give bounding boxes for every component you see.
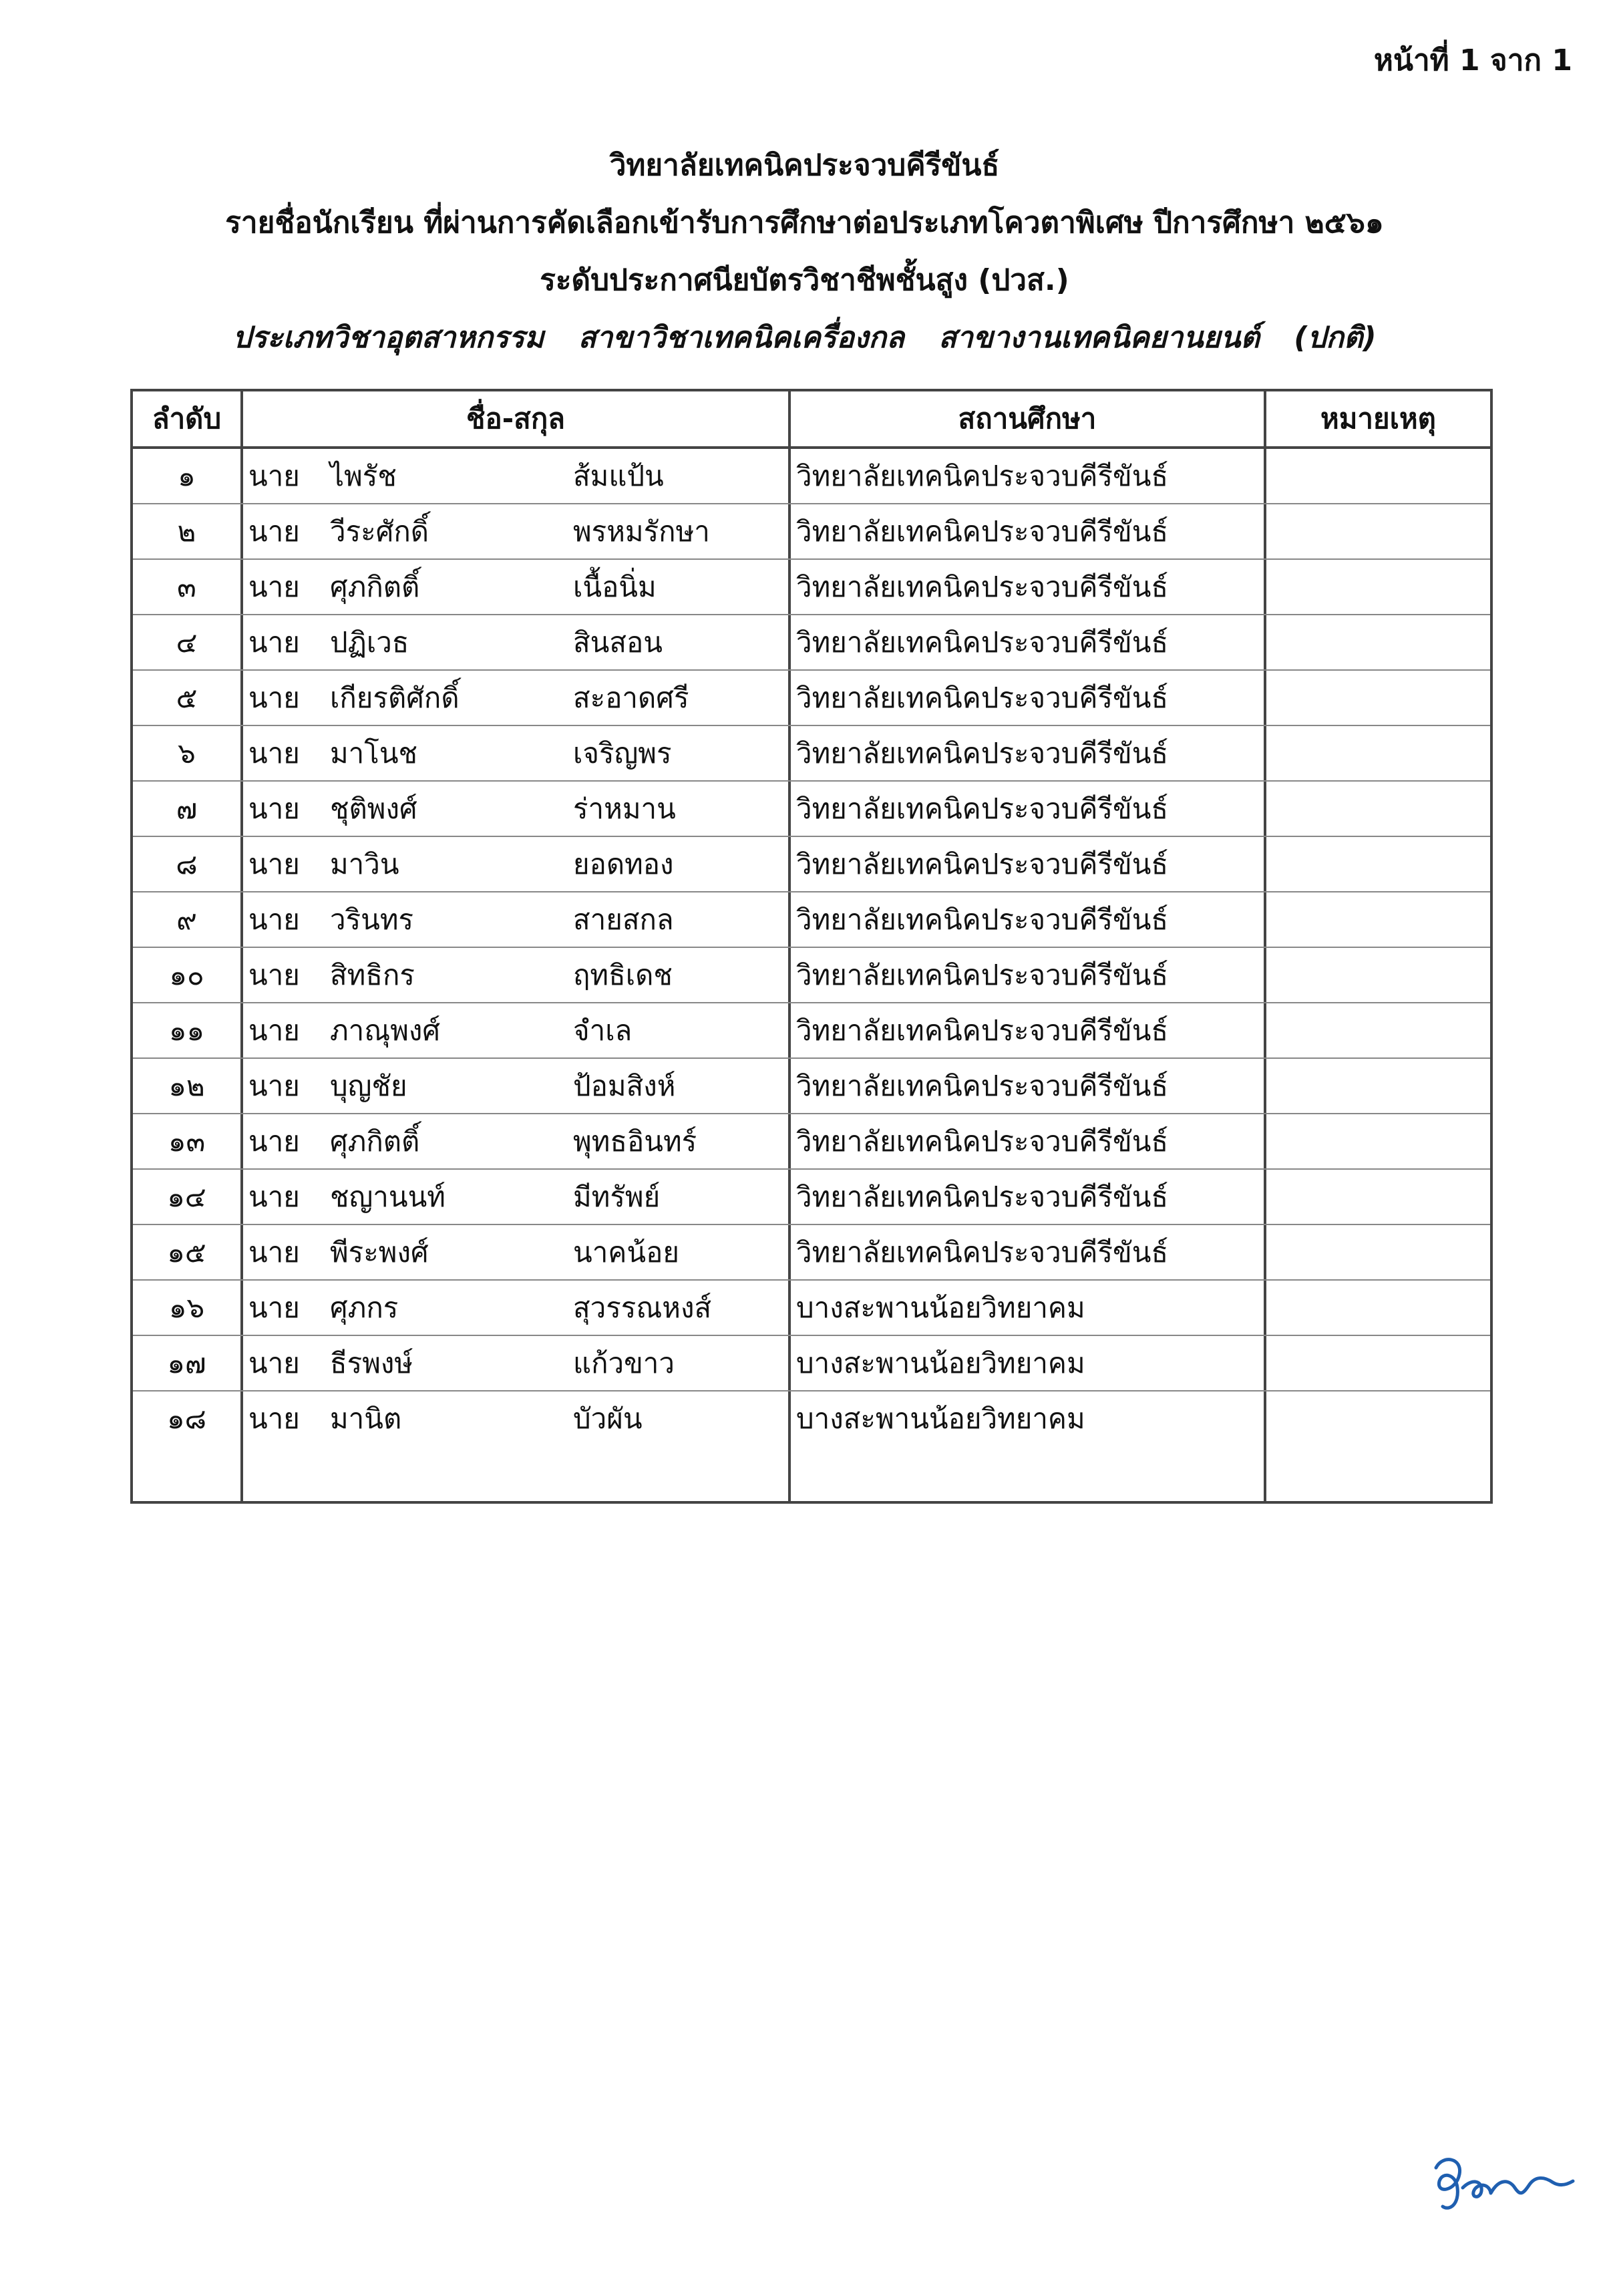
row-note [1266,1446,1490,1501]
row-name [243,1336,791,1390]
row-no: ๑๓ [133,1114,243,1168]
row-note [1266,1225,1490,1279]
name-prefix: นาย [248,459,300,492]
last-name: เจริญพร [573,736,672,770]
name-prefix: นาย [248,681,300,714]
row-school: วิทยาลัยเทคนิคประจวบคีรีขันธ์ [791,1003,1266,1057]
row-school: บางสะพานน้อยวิทยาคม [791,1336,1266,1390]
row-name [243,1225,791,1279]
table-row [133,837,1490,892]
row-school: วิทยาลัยเทคนิคประจวบคีรีขันธ์ [791,1225,1266,1279]
first-name: วีระศักดิ์ [330,514,429,548]
row-school: วิทยาลัยเทคนิคประจวบคีรีขันธ์ [791,1114,1266,1168]
table-row [133,1225,1490,1281]
first-name: เกียรติศักดิ์ [330,681,460,714]
table-row [133,948,1490,1003]
college-name: วิทยาลัยเทคนิคประจวบคีรีขันธ์ [609,148,1000,182]
last-name: เนื้อนิ่ม [573,570,657,603]
name-prefix: นาย [248,847,300,880]
last-name: ฤทธิเดช [573,958,673,991]
row-no: ๑๖ [133,1281,243,1335]
row-note [1266,1114,1490,1168]
student-table [130,389,1493,1504]
page-number: หน้าที่ 1 จาก 1 [1373,43,1572,77]
first-name: มาวิน [330,847,399,880]
name-prefix: นาย [248,625,300,659]
row-note [1266,1003,1490,1057]
program-major: สาขางานเทคนิคยานยนต์ [938,321,1260,355]
first-name: ไพรัช [330,459,397,492]
table-row-empty [133,1446,1490,1501]
name-prefix: นาย [248,1346,300,1379]
last-name: พรหมรักษา [573,514,710,548]
row-name [243,615,791,669]
last-name: ส้มแป้น [573,459,664,492]
header-no: ลำดับ [133,391,243,446]
last-name: สายสกล [573,903,674,936]
row-school: วิทยาลัยเทคนิคประจวบคีรีขันธ์ [791,782,1266,836]
last-name: ยอดทอง [573,847,674,880]
table-row [133,1391,1490,1446]
row-name [243,1170,791,1224]
row-no: ๑๗ [133,1336,243,1390]
first-name: ภาณุพงศ์ [330,1013,441,1047]
row-name [243,837,791,891]
row-no: ๑๘ [133,1391,243,1446]
table-row [133,1003,1490,1059]
name-prefix: นาย [248,736,300,770]
row-school: วิทยาลัยเทคนิคประจวบคีรีขันธ์ [791,892,1266,947]
first-name: ชญานนท์ [330,1180,445,1213]
row-school: บางสะพานน้อยวิทยาคม [791,1281,1266,1335]
table-row [133,1170,1490,1225]
header-note: หมายเหตุ [1320,402,1436,435]
header-school: สถานศึกษา [791,391,1266,446]
table-row [133,1281,1490,1336]
row-name [243,560,791,614]
row-school: วิทยาลัยเทคนิคประจวบคีรีขันธ์ [791,504,1266,558]
list-title: รายชื่อนักเรียน ที่ผ่านการคัดเลือกเข้ารับการศึกษาต่อประเภทโควตาพิเศษ ปีการศึกษา ๒๕๖๑ [225,206,1384,240]
row-note [1266,671,1490,725]
row-note [1266,1170,1490,1224]
row-note [1266,892,1490,947]
row-name [243,1281,791,1335]
row-name [243,892,791,947]
row-name [243,1003,791,1057]
row-no: ๑๐ [133,948,243,1002]
row-name [243,782,791,836]
row-school: วิทยาลัยเทคนิคประจวบคีรีขันธ์ [791,671,1266,725]
table-row [133,671,1490,726]
table-row [133,504,1490,560]
name-prefix: นาย [248,570,300,603]
row-school: วิทยาลัยเทคนิคประจวบคีรีขันธ์ [791,726,1266,780]
row-note [1266,1391,1490,1446]
row-name [243,948,791,1002]
name-prefix: นาย [248,1013,300,1047]
table-row [133,449,1490,504]
row-no [133,1446,243,1501]
level-title: ระดับประกาศนียบัตรวิชาชีพชั้นสูง (ปวส.) [540,263,1069,297]
row-name [243,1059,791,1113]
last-name: พุทธอินทร์ [573,1124,697,1158]
name-prefix: นาย [248,958,300,991]
first-name: พีระพงศ์ [330,1235,429,1269]
row-no: ๙ [133,892,243,947]
name-prefix: นาย [248,1235,300,1269]
row-name [243,449,791,503]
row-no: ๑๑ [133,1003,243,1057]
table-row [133,782,1490,837]
last-name: สะอาดศรี [573,681,689,714]
header-name: ชื่อ-สกุล [243,391,791,446]
row-no: ๔ [133,615,243,669]
name-prefix: นาย [248,1402,300,1435]
table-row [133,726,1490,782]
row-note [1266,560,1490,614]
row-no: ๑๕ [133,1225,243,1279]
row-note [1266,782,1490,836]
row-no: ๗ [133,782,243,836]
last-name: จำเล [573,1013,633,1047]
row-note [1266,449,1490,503]
table-row [133,1059,1490,1114]
table-row [133,1114,1490,1170]
row-no: ๑๒ [133,1059,243,1113]
row-note [1266,948,1490,1002]
first-name: ชุติพงศ์ [330,792,417,825]
first-name: ศุภกิตติ์ [330,570,420,603]
row-school: วิทยาลัยเทคนิคประจวบคีรีขันธ์ [791,1059,1266,1113]
row-name [243,726,791,780]
row-note [1266,1281,1490,1335]
name-prefix: นาย [248,1069,300,1102]
last-name: สุวรรณหงส์ [573,1291,712,1324]
row-school: วิทยาลัยเทคนิคประจวบคีรีขันธ์ [791,615,1266,669]
row-note [1266,1336,1490,1390]
name-prefix: นาย [248,903,300,936]
row-school [791,1446,1266,1501]
row-note [1266,726,1490,780]
row-no: ๑๔ [133,1170,243,1224]
row-no: ๓ [133,560,243,614]
last-name: บัวผัน [573,1402,643,1435]
last-name: มีทรัพย์ [573,1180,661,1213]
last-name: แก้วขาว [573,1346,675,1379]
name-prefix: นาย [248,1180,300,1213]
name-prefix: นาย [248,792,300,825]
program-mode: (ปกติ) [1294,321,1377,355]
first-name: ปฏิเวธ [330,625,409,659]
first-name: มาโนช [330,736,418,770]
row-no: ๒ [133,504,243,558]
signature [1423,2148,1576,2221]
row-name [243,1391,791,1446]
last-name: ป้อมสิงห์ [573,1069,676,1102]
first-name: ศุภกร [330,1291,399,1324]
last-name: สินสอน [573,625,663,659]
row-note [1266,615,1490,669]
table-row [133,615,1490,671]
row-school: วิทยาลัยเทคนิคประจวบคีรีขันธ์ [791,560,1266,614]
first-name: วรินทร [330,903,414,936]
program-type: ประเภทวิชาอุตสาหกรรม [232,321,544,355]
document-heading [0,137,1609,367]
row-note [1266,1059,1490,1113]
first-name: บุญชัย [330,1069,407,1102]
row-name [243,671,791,725]
row-school: บางสะพานน้อยวิทยาคม [791,1391,1266,1446]
row-school: วิทยาลัยเทคนิคประจวบคีรีขันธ์ [791,449,1266,503]
row-note [1266,837,1490,891]
row-name [243,1114,791,1168]
table-header-row [133,391,1490,449]
first-name: สิทธิกร [330,958,415,991]
first-name: มานิต [330,1402,402,1435]
name-prefix: นาย [248,514,300,548]
first-name: ศุภกิตติ์ [330,1124,420,1158]
row-name [243,504,791,558]
row-no: ๑ [133,449,243,503]
program-field: สาขาวิชาเทคนิคเครื่องกล [578,321,904,355]
row-no: ๖ [133,726,243,780]
table-row [133,1336,1490,1391]
program-title [0,309,1609,367]
last-name: ร่าหมาน [573,792,676,825]
name-prefix: นาย [248,1291,300,1324]
table-row [133,560,1490,615]
row-no: ๕ [133,671,243,725]
table-row [133,892,1490,948]
name-prefix: นาย [248,1124,300,1158]
row-note [1266,504,1490,558]
first-name: ธีรพงษ์ [330,1346,413,1379]
row-no: ๘ [133,837,243,891]
last-name: นาคน้อย [573,1235,679,1269]
row-school: วิทยาลัยเทคนิคประจวบคีรีขันธ์ [791,1170,1266,1224]
row-name [243,1446,791,1501]
row-school: วิทยาลัยเทคนิคประจวบคีรีขันธ์ [791,837,1266,891]
row-school: วิทยาลัยเทคนิคประจวบคีรีขันธ์ [791,948,1266,1002]
